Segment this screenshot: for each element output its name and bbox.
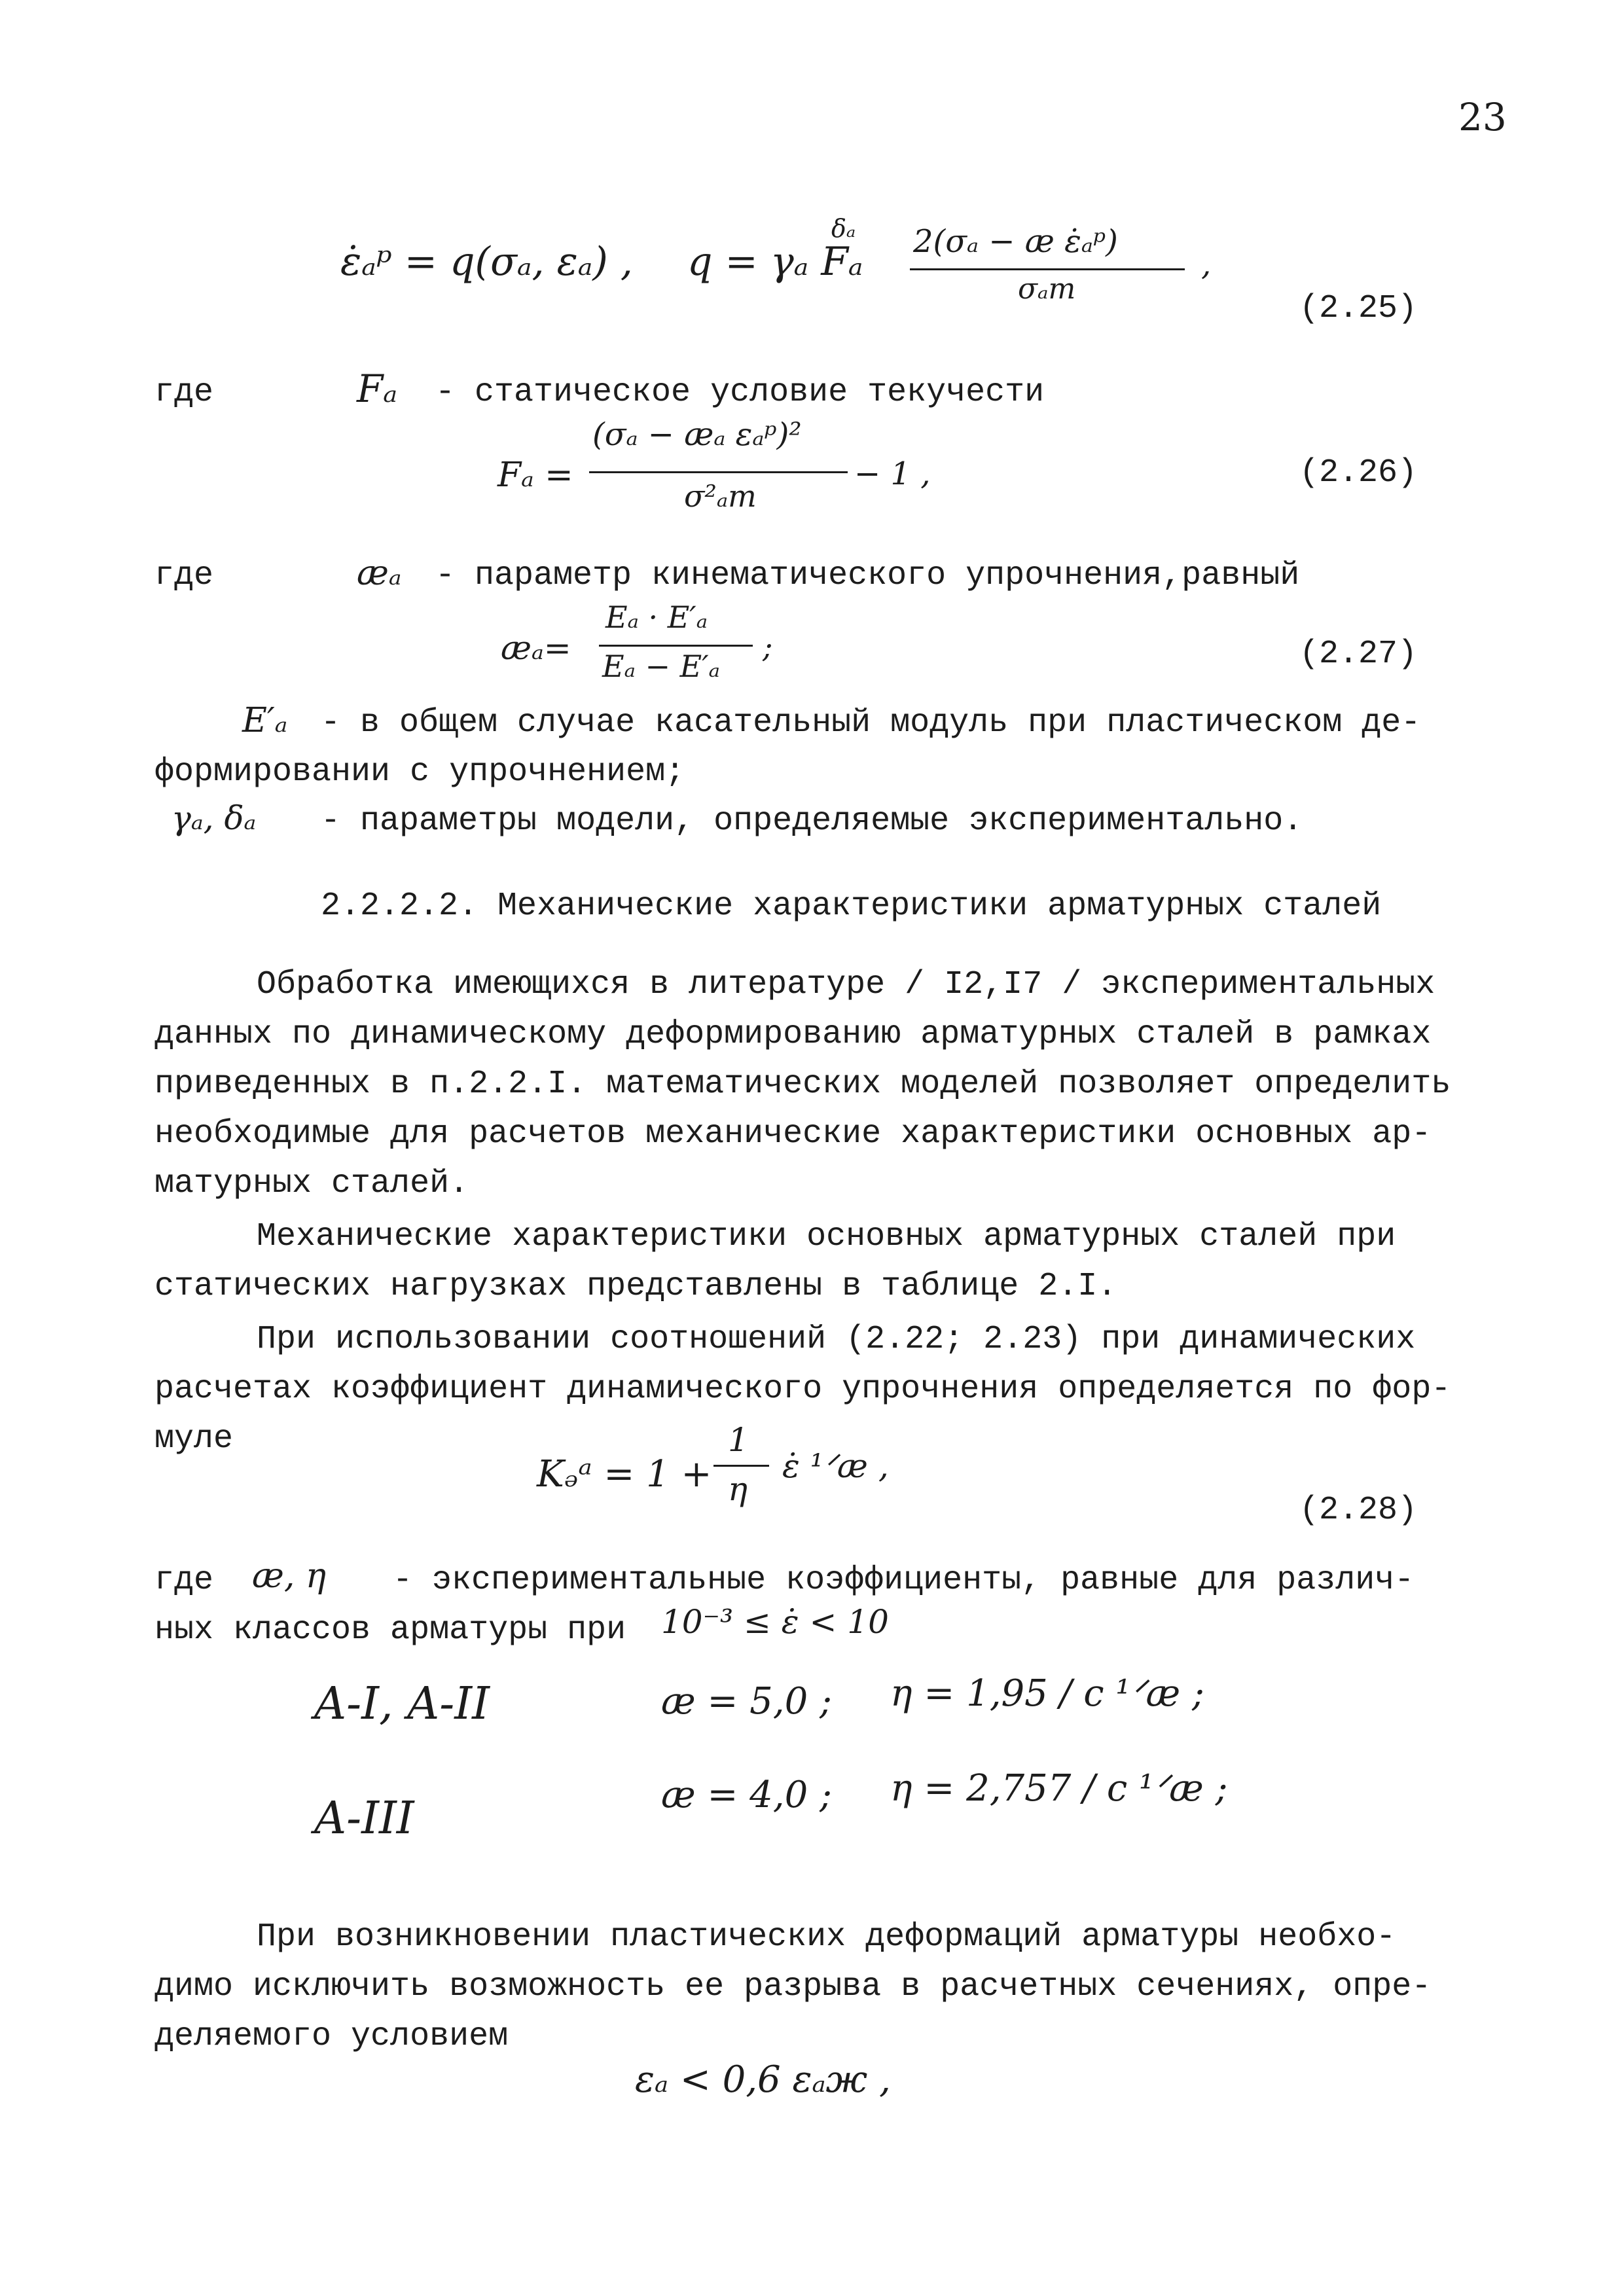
para3-line: При использовании соотношений (2.22; 2.23) при динамических xyxy=(257,1321,1416,1358)
eq-2-25-fraction-bar xyxy=(910,268,1185,270)
def-fa-symbol: Fₐ xyxy=(357,367,398,411)
class-name: A-III xyxy=(314,1793,414,1844)
eq-2-28-number: (2.28) xyxy=(1299,1492,1418,1529)
section-heading: 2.2.2.2. Механические характеристики арматурных сталей xyxy=(321,888,1382,925)
eq-2-26-number: (2.26) xyxy=(1299,454,1418,492)
def-kappa-symbol: æₐ xyxy=(357,554,402,593)
page-number: 23 xyxy=(1458,95,1507,139)
eq-2-27-denominator: Eₐ − E′ₐ xyxy=(602,649,720,684)
eq-2-26-fraction-bar xyxy=(589,471,848,473)
def-fa-text: - статическое условие текучести xyxy=(435,374,1045,411)
eq-2-28-fraction-bar xyxy=(713,1465,769,1467)
class-name: A-I, A-II xyxy=(314,1678,490,1730)
def-coeffs-symbols: æ, η xyxy=(252,1556,327,1596)
class-kappa: æ = 5,0 ; xyxy=(661,1680,832,1723)
class-eta: η = 2,757 / c ¹ᐟæ ; xyxy=(890,1767,1228,1810)
para1-line: Обработка имеющихся в литературе / I2,I7 / экспериментальных xyxy=(257,966,1435,1003)
eq-2-28-tail: ε̇ ¹ᐟæ , xyxy=(782,1447,889,1485)
eq-2-28-numerator: 1 xyxy=(728,1421,749,1459)
para2-line: Механические характеристики основных арматурных сталей при xyxy=(257,1218,1396,1255)
def-params-text: - параметры модели, определяемые экспериментально. xyxy=(321,802,1303,840)
eq-2-26-numerator: (σₐ − æₐ εₐᵖ)² xyxy=(592,416,802,453)
class-eta: η = 1,95 / c ¹ᐟæ ; xyxy=(890,1672,1204,1715)
para3-line: расчетах коэффициент динамического упрочнения определяется по фор- xyxy=(154,1371,1451,1408)
eq-2-25-lhs: ε̇ₐᵖ = q(σₐ, εₐ) , xyxy=(340,239,633,285)
eq-2-28-lhs: Kₔᵃ = 1 + xyxy=(537,1453,712,1496)
eq-2-25-q-lhs: q = γₐ Fₐ xyxy=(687,239,863,285)
eq-2-27-lhs: æₐ= xyxy=(501,629,571,667)
para1-line: необходимые для расчетов механические характеристики основных ар- xyxy=(154,1115,1432,1153)
eq-2-26-denominator: σ²ₐт xyxy=(684,478,757,514)
para1-line: приведенных в п.2.2.I. математических моделей позволяет определить xyxy=(154,1066,1451,1103)
eq-2-27-tail: ; xyxy=(763,629,773,664)
para2-line: статических нагрузках представлены в таблице 2.I. xyxy=(154,1268,1117,1305)
eq-2-25-number: (2.25) xyxy=(1299,290,1418,327)
para4-line: деляемого условием xyxy=(154,2018,509,2055)
para4-line: димо исключить возможность ее разрыва в расчетных сечениях, опре- xyxy=(154,1968,1432,2005)
eq-2-27-number: (2.27) xyxy=(1299,636,1418,673)
eq-2-26-lhs: Fₐ = xyxy=(497,456,573,495)
para4-line: При возникновении пластических деформаций арматуры необхо- xyxy=(257,1918,1396,1956)
eq-2-27-numerator: Eₐ · E′ₐ xyxy=(605,600,708,635)
def-coeffs-line1: - экспериментальные коэффициенты, равные для различ- xyxy=(393,1562,1415,1599)
def-params-symbol: γₐ, δₐ xyxy=(171,799,257,837)
def-kappa-label: где xyxy=(154,557,214,594)
eq-2-25-denominator: σₐт xyxy=(1018,272,1076,306)
def-coeffs-line2: ных классов арматуры при xyxy=(154,1611,626,1649)
eq-2-26-tail: − 1 , xyxy=(854,456,931,492)
para1-line: данных по динамическому деформированию арматурных сталей в рамках xyxy=(154,1016,1432,1053)
eq-2-25-numerator: 2(σₐ − æ ε̇ₐᵖ) xyxy=(913,223,1118,260)
class-kappa: æ = 4,0 ; xyxy=(661,1774,832,1816)
final-condition: εₐ < 0,6 εₐж , xyxy=(635,2058,891,2101)
def-coeffs-range: 10⁻³ ≤ ε̇ < 10 xyxy=(661,1603,889,1641)
eq-2-28-denominator: η xyxy=(728,1470,748,1508)
eq-2-27-fraction-bar xyxy=(599,645,753,647)
para3-line: муле xyxy=(154,1420,234,1458)
def-coeffs-label: где xyxy=(154,1562,214,1599)
eq-2-25-tail: , xyxy=(1201,246,1212,283)
def-ea-line2: формировании с упрочнением; xyxy=(154,753,685,791)
def-fa-label: где xyxy=(154,374,214,411)
def-ea-symbol: E′ₐ xyxy=(242,701,288,740)
def-ea-line1: - в общем случае касательный модуль при пластическом де- xyxy=(321,704,1421,742)
eq-2-25-exponent: δₐ xyxy=(831,214,856,243)
def-kappa-text: - параметр кинематического упрочнения,равный xyxy=(435,557,1300,594)
para1-line: матурных сталей. xyxy=(154,1165,469,1202)
